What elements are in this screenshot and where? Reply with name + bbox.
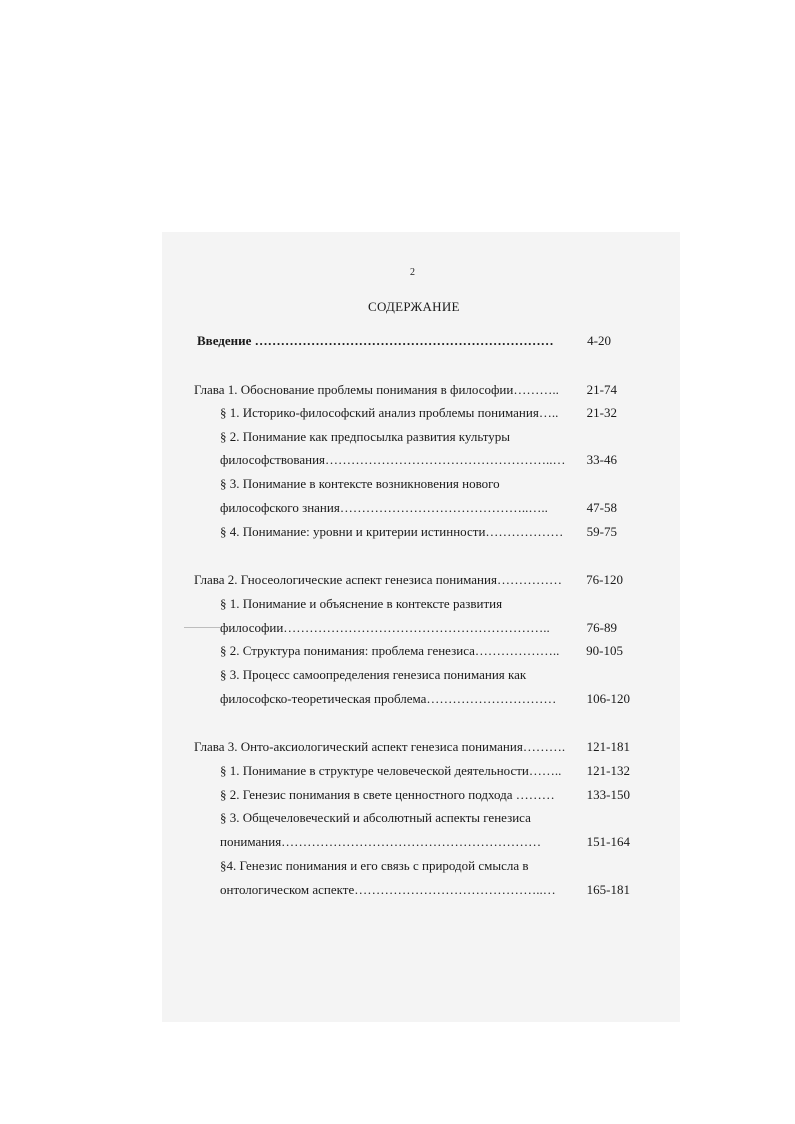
toc-page-section-1-4: 59-75 (586, 524, 617, 539)
toc-title: СОДЕРЖАНИЕ (368, 299, 460, 314)
toc-page-section-2-3: 106-120 (586, 691, 630, 706)
toc-page-section-2-1: 76-89 (586, 620, 617, 635)
toc-page-chapter-3: 121-181 (586, 739, 630, 754)
toc-section-2-3-line2: философско-теоретическая проблема………………………… (220, 691, 557, 706)
toc-page-section-3-4: 165-181 (586, 882, 630, 897)
toc-page-chapter-1: 21-74 (586, 382, 617, 397)
scan-artifact-line (184, 627, 220, 628)
toc-section-3-4-line1: §4. Генезис понимания и его связь с природой смысла в (220, 858, 529, 873)
toc-section-1-2-line2: философствования……………………………………………..… (220, 452, 566, 467)
toc-section-1-3-line2: философского знания……………………………………..….. (220, 500, 548, 515)
toc-page-section-1-1: 21-32 (586, 405, 617, 420)
toc-section-1-2-line1: § 2. Понимание как предпосылка развития культуры (220, 429, 511, 444)
toc-section-3-3-line1: § 3. Общечеловеческий и абсолютный аспекты генезиса (220, 810, 531, 825)
toc-chapter-2: Глава 2. Гносеологические аспект генезиса понимания…………… (194, 572, 562, 587)
toc-section-2-3-line1: § 3. Процесс самоопределения генезиса понимания как (220, 667, 527, 682)
toc-section-1-3-line1: § 3. Понимание в контексте возникновения нового (220, 476, 500, 491)
toc-section-3-3-line2: понимания…………………………………………………… (220, 834, 542, 849)
toc-section-2-1-line2: философии…………………………………………………….. (220, 620, 550, 635)
toc-section-1-1: § 1. Историко-философский анализ проблемы понимания….. (220, 405, 559, 420)
toc-page-section-3-2: 133-150 (586, 787, 630, 802)
toc-section-3-2: § 2. Генезис понимания в свете ценностного подхода ……… (220, 787, 555, 802)
toc-chapter-3: Глава 3. Онто-аксиологический аспект генезиса понимания………. (194, 739, 566, 754)
toc-page-introduction: 4-20 (587, 333, 611, 348)
toc-page-section-1-2: 33-46 (586, 452, 617, 467)
toc-section-3-4-line2: онтологическом аспекте……………………………………..… (220, 882, 556, 897)
toc-page-section-1-3: 47-58 (586, 500, 617, 515)
toc-page-section-3-3: 151-164 (586, 834, 630, 849)
toc-page-chapter-2: 76-120 (586, 572, 623, 587)
page-number: 2 (410, 267, 415, 278)
toc-section-2-2: § 2. Структура понимания: проблема генезиса……………….. (220, 643, 560, 658)
toc-section-3-1: § 1. Понимание в структуре человеческой деятельности…….. (220, 763, 562, 778)
toc-chapter-1: Глава 1. Обоснование проблемы понимания в философии……….. (194, 382, 559, 397)
toc-page-section-3-1: 121-132 (586, 763, 630, 778)
toc-section-1-4: § 4. Понимание: уровни и критерии истинности……………… (220, 524, 564, 539)
toc-section-2-1-line1: § 1. Понимание и объяснение в контексте развития (220, 596, 503, 611)
toc-page-section-2-2: 90-105 (586, 643, 623, 658)
toc-entry-introduction: Введение …………………………………………………………… (197, 333, 554, 348)
